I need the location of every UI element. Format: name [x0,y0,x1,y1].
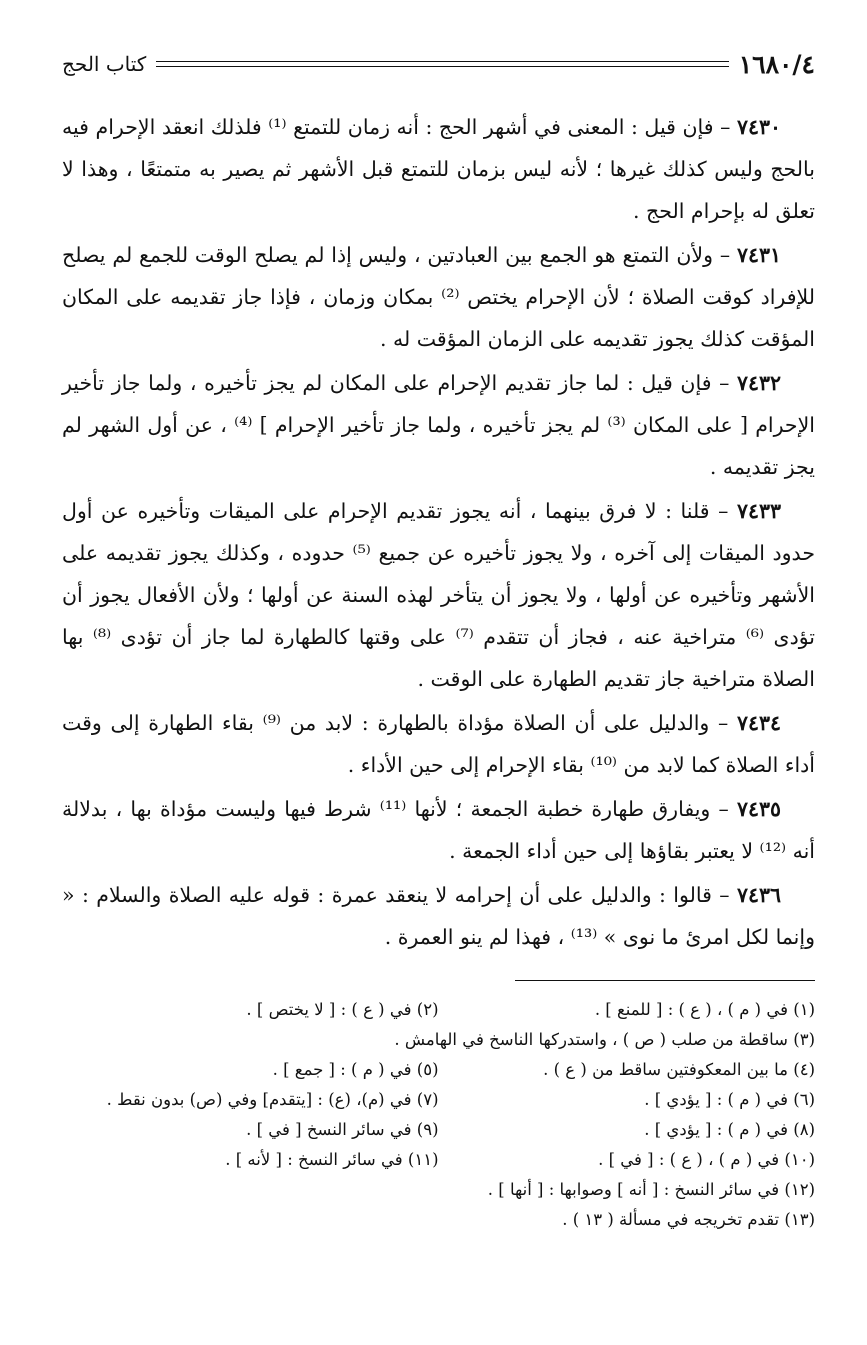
paragraph-number: ٧٤٣٦ [736,883,781,907]
paragraph-text: ويفارق طهارة خطبة الجمعة ؛ لأنها ⁽¹¹⁾ شرط فيها وليست مؤداة بها ، بدلالة أنه ⁽¹²⁾ لا يعتبر بقاؤها إلى حين أداء الجمعة . [62,797,815,863]
paragraph: ٧٤٣٠ – فإن قيل : المعنى في أشهر الحج : أنه زمان للتمتع ⁽¹⁾ فلذلك انعقد الإحرام فيه بالحج وليس كذلك غيرها ؛ لأنه ليس بزمان للتمتع قبل الأشهر ثم يصير به متمتعًا ، وهذا لا تعلق له بإحرام الحج . [62,115,815,223]
footnote: (٢) في ( ع ) : [ لا يختص ] . [246,1000,439,1019]
footnote-divider [515,980,815,981]
body-text [62,106,815,958]
footnote: (١٢) في سائر النسخ : [ أنه ] وصوابها : [ أنها ] . [487,1180,815,1199]
footnote: (٥) في ( م ) : [ جمع ] . [272,1060,439,1079]
paragraph-number: ٧٤٣٣ [736,499,781,523]
paragraph: ٧٤٣٦ – قالوا : والدليل على أن إحرامه لا ينعقد عمرة : قوله عليه الصلاة والسلام : « وإنما لكل امرئ ما نوى » ⁽¹³⁾ ، فهذا لم ينو العمرة . [62,883,815,949]
footnote: (١) في ( م ) ، ( ع ) : [ للمنع ] . [594,1000,815,1019]
footnote-row [62,1205,815,1235]
footnote-row [62,1085,815,1115]
paragraph-text: فإن قيل : لما جاز تقديم الإحرام على المكان لم يجز تأخيره ، ولما جاز تأخير الإحرام [ على المكان ⁽³⁾ لم يجز تأخيره ، ولما جاز تأخير الإحرام ] ⁽⁴⁾ ، عن أول الشهر لم يجز تقديمه . [62,371,815,479]
footnote-row [62,1055,815,1085]
footnotes [62,995,815,1235]
paragraph: ٧٤٣٢ – فإن قيل : لما جاز تقديم الإحرام على المكان لم يجز تأخيره ، ولما جاز تأخير الإحرام [ على المكان ⁽³⁾ لم يجز تأخيره ، ولما جاز تأخير الإحرام ] ⁽⁴⁾ ، عن أول الشهر لم يجز تقديمه . [62,371,815,479]
paragraph-text: ولأن التمتع هو الجمع بين العبادتين ، وليس إذا لم يصلح الوقت للجمع لم يصلح للإفراد كوقت الصلاة ؛ لأن الإحرام يختص ⁽²⁾ بمكان وزمان ، فإذا جاز تقديمه على المكان المؤقت كذلك يجوز تقديمه على الزمان المؤقت له . [62,243,815,351]
footnote-row [62,1145,815,1175]
book-title: كتاب الحج [62,52,147,76]
paragraph: ٧٤٣٣ – قلنا : لا فرق بينهما ، أنه يجوز تقديم الإحرام على الميقات وتأخيره عن أول حدود الميقات إلى آخره ، ولا يجوز تأخيره عن جميع ⁽⁵⁾ حدوده ، وكذلك يجوز تقديمه على الأشهر وتأخيره عن أولها ، ولا يجوز أن يتأخر لهذه السنة عن أولها ؛ ولأن الأفعال يجوز أن تؤدى ⁽⁶⁾ متراخية عنه ، فجاز أن تتقدم ⁽⁷⁾ على وقتها كالطهارة لما جاز أن تؤدى ⁽⁸⁾ بها الصلاة متراخية جاز تقديم الطهارة على الوقت . [62,499,815,691]
footnote: (١١) في سائر النسخ : [ لأنه ] . [225,1150,439,1169]
paragraph-number: ٧٤٣٠ [736,115,781,139]
paragraph-text: والدليل على أن الصلاة مؤداة بالطهارة : لابد من ⁽⁹⁾ بقاء الطهارة إلى وقت أداء الصلاة كما لابد من ⁽¹⁰⁾ بقاء الإحرام إلى حين الأداء . [62,711,815,777]
footnote: (٣) ساقطة من صلب ( ص ) ، واستدركها الناسخ في الهامش . [394,1030,815,1049]
header-divider [156,61,728,67]
footnote-row [62,1115,815,1145]
page-header [62,44,815,84]
footnote-row [62,995,815,1025]
footnote: (٧) في (م)، (ع) : [يتقدم] وفي (ص) بدون نقط . [106,1090,439,1109]
paragraph: ٧٤٣٤ – والدليل على أن الصلاة مؤداة بالطهارة : لابد من ⁽⁹⁾ بقاء الطهارة إلى وقت أداء الصلاة كما لابد من ⁽¹⁰⁾ بقاء الإحرام إلى حين الأداء . [62,711,815,777]
footnote: (٩) في سائر النسخ [ في ] . [246,1120,439,1139]
page-number: ١٦٨٠/٤ [738,49,815,79]
paragraph-text: فإن قيل : المعنى في أشهر الحج : أنه زمان للتمتع ⁽¹⁾ فلذلك انعقد الإحرام فيه بالحج وليس كذلك غيرها ؛ لأنه ليس بزمان للتمتع قبل الأشهر ثم يصير به متمتعًا ، وهذا لا تعلق له بإحرام الحج . [62,115,815,223]
footnote: (١٣) تقدم تخريجه في مسألة ( ١٣ ) . [562,1210,815,1229]
paragraph-number: ٧٤٣٢ [736,371,781,395]
footnote-row [62,1175,815,1205]
paragraph-number: ٧٤٣٥ [736,797,781,821]
footnote: (٤) ما بين المعكوفتين ساقط من ( ع ) . [543,1060,815,1079]
footnote: (٨) في ( م ) : [ يؤدي ] . [644,1120,815,1139]
paragraph-text: قلنا : لا فرق بينهما ، أنه يجوز تقديم الإحرام على الميقات وتأخيره عن أول حدود الميقات إلى آخره ، ولا يجوز تأخيره عن جميع ⁽⁵⁾ حدوده ، وكذلك يجوز تقديمه على الأشهر وتأخيره عن أولها ، ولا يجوز أن يتأخر لهذه السنة عن أولها ؛ ولأن الأفعال يجوز أن تؤدى ⁽⁶⁾ متراخية عنه ، فجاز أن تتقدم ⁽⁷⁾ على وقتها كالطهارة لما جاز أن تؤدى ⁽⁸⁾ بها الصلاة متراخية جاز تقديم الطهارة على الوقت . [62,499,815,691]
paragraph-text: قالوا : والدليل على أن إحرامه لا ينعقد عمرة : قوله عليه الصلاة والسلام : « وإنما لكل امرئ ما نوى » ⁽¹³⁾ ، فهذا لم ينو العمرة . [62,883,815,949]
paragraph-number: ٧٤٣١ [736,243,781,267]
paragraph: ٧٤٣١ – ولأن التمتع هو الجمع بين العبادتين ، وليس إذا لم يصلح الوقت للجمع لم يصلح للإفراد كوقت الصلاة ؛ لأن الإحرام يختص ⁽²⁾ بمكان وزمان ، فإذا جاز تقديمه على المكان المؤقت كذلك يجوز تقديمه على الزمان المؤقت له . [62,243,815,351]
paragraph: ٧٤٣٥ – ويفارق طهارة خطبة الجمعة ؛ لأنها ⁽¹¹⁾ شرط فيها وليست مؤداة بها ، بدلالة أنه ⁽¹²⁾ لا يعتبر بقاؤها إلى حين أداء الجمعة . [62,797,815,863]
footnote: (٦) في ( م ) : [ يؤدي ] . [644,1090,815,1109]
footnote: (١٠) في ( م ) ، ( ع ) : [ في ] . [598,1150,815,1169]
footnote-row [62,1025,815,1055]
paragraph-number: ٧٤٣٤ [736,711,781,735]
